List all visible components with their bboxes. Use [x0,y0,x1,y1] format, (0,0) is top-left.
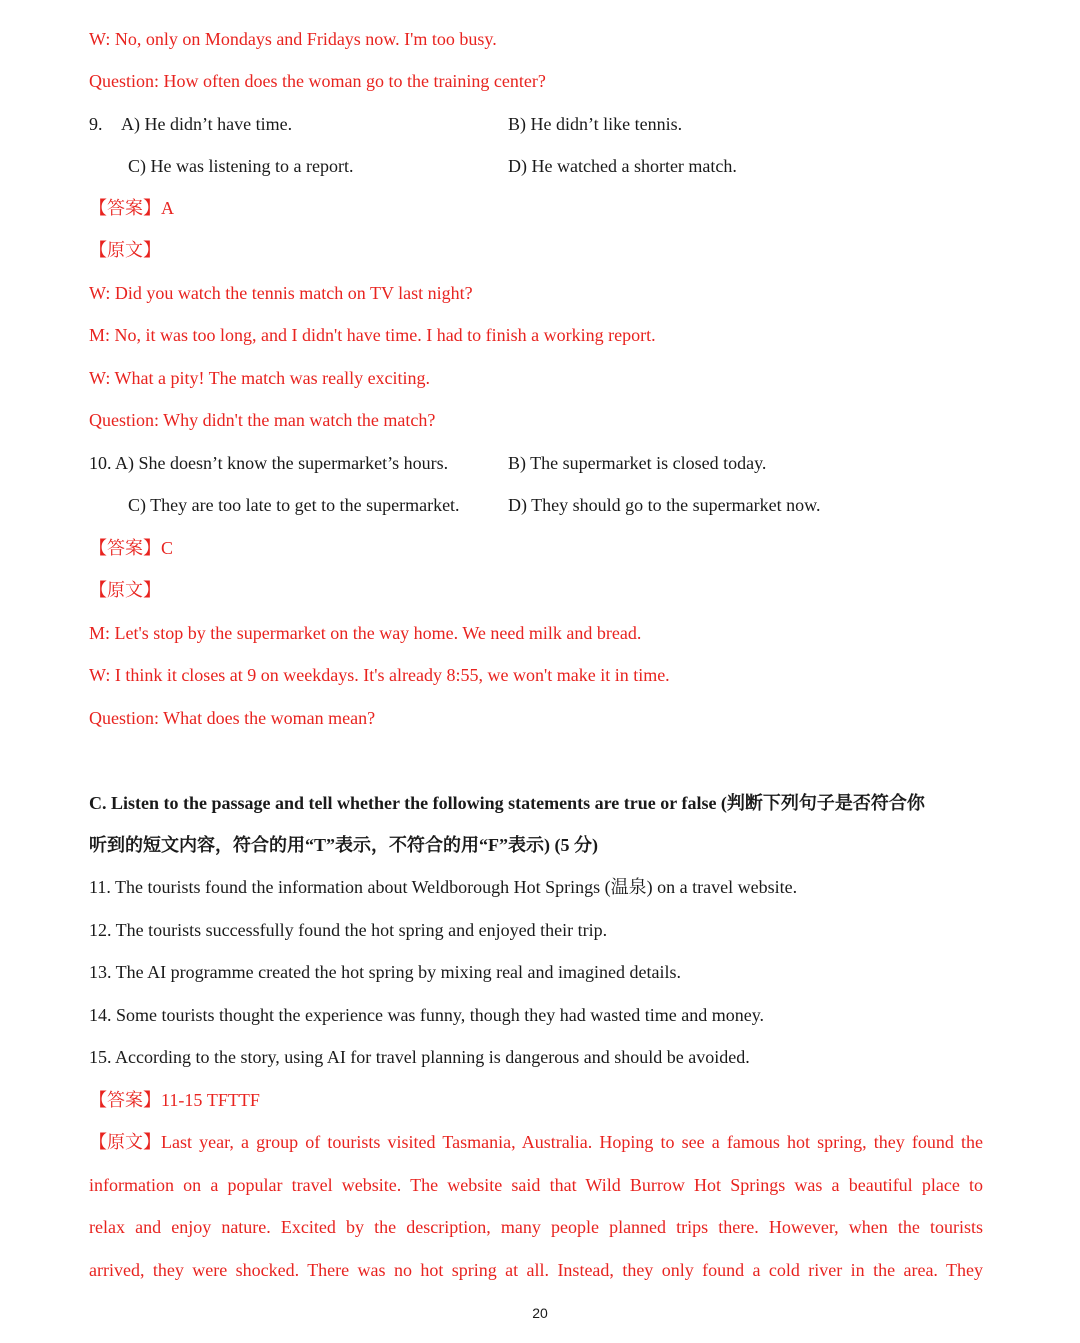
question-line: Question: Why didn't the man watch the match? [89,410,436,430]
passage-text: arrived, they were shocked. There was no hot spring at all. Instead, they only found a cold river in the area. They [89,1260,983,1280]
dialogue-line: M: No, it was too long, and I didn't have time. I had to finish a working report. [89,325,656,345]
dialogue-line: W: Did you watch the tennis match on TV last night? [89,283,473,303]
statement-item: 11. The tourists found the information about Weldborough Hot Springs (温泉) on a travel website. [89,877,798,897]
passage-line [89,1261,983,1279]
option-a: A) He didn’t have time. [121,114,293,134]
option-b: B) He didn’t like tennis. [508,114,683,134]
section-heading: C. Listen to the passage and tell whether the following statements are true or false (判断下列句子是否符合你 [89,793,925,813]
statement-item: 14. Some tourists thought the experience was funny, though they had wasted time and money. [89,1005,765,1025]
question-line: Question: What does the woman mean? [89,708,376,728]
passage-line [89,1133,983,1151]
passage-text: information on a popular travel website. The website said that Wild Burrow Hot Springs was a beautiful place to [89,1175,983,1195]
option-b: B) The supermarket is closed today. [508,453,767,473]
question-number: 9. [89,114,103,134]
option-a: 10. A) She doesn’t know the supermarket’s hours. [89,453,449,473]
script-label: 【原文】 [89,1132,161,1152]
option-c: C) They are too late to get to the supermarket. [128,495,460,515]
dialogue-line: W: No, only on Mondays and Fridays now. I'm too busy. [89,29,497,49]
dialogue-line: M: Let's stop by the supermarket on the way home. We need milk and bread. [89,623,642,643]
dialogue-line: W: I think it closes at 9 on weekdays. It's already 8:55, we won't make it in time. [89,665,670,685]
page-number: 20 [532,1305,548,1321]
option-d: D) He watched a shorter match. [508,156,737,176]
dialogue-line: W: What a pity! The match was really exciting. [89,368,431,388]
answer-label: 【答案】C [89,538,174,558]
statement-item: 13. The AI programme created the hot spring by mixing real and imagined details. [89,962,682,982]
script-label: 【原文】 [89,240,161,260]
section-heading: 听到的短文内容，符合的用“T”表示，不符合的用“F”表示) (5 分) [89,835,598,855]
answer-label: 【答案】11-15 TFTTF [89,1090,260,1110]
option-d: D) They should go to the supermarket now. [508,495,821,515]
question-line: Question: How often does the woman go to the training center? [89,71,546,91]
option-c: C) He was listening to a report. [128,156,354,176]
answer-label: 【答案】A [89,198,174,218]
script-label: 【原文】 [89,580,161,600]
passage-text: relax and enjoy nature. Excited by the description, many people planned trips there. However, when the tourists [89,1217,983,1237]
passage-line [89,1218,983,1236]
statement-item: 12. The tourists successfully found the hot spring and enjoyed their trip. [89,920,608,940]
statement-item: 15. According to the story, using AI for travel planning is dangerous and should be avoided. [89,1047,750,1067]
passage-text: Last year, a group of tourists visited Tasmania, Australia. Hoping to see a famous hot spring, they found the [161,1132,983,1152]
passage-line [89,1176,983,1194]
